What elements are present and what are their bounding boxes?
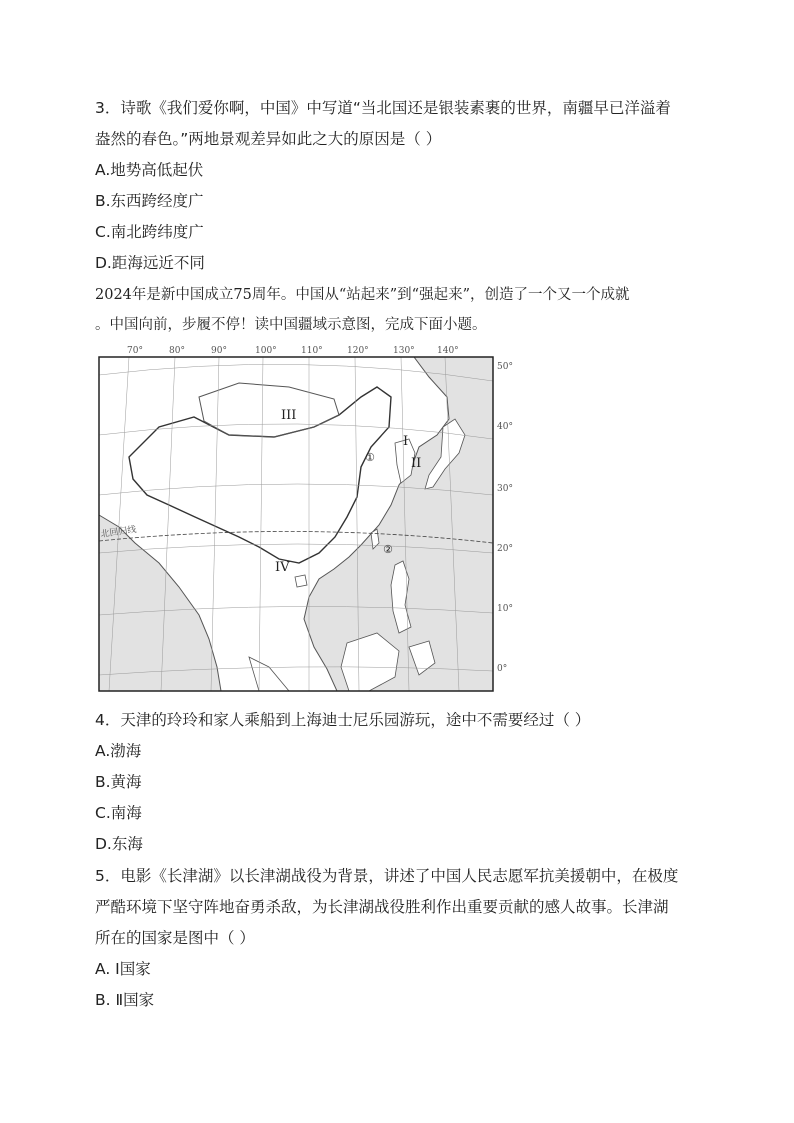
lat-label-50: 50° bbox=[497, 362, 513, 372]
lon-label-90: 90° bbox=[211, 346, 227, 356]
tropic-of-cancer-label: 北回归线 bbox=[100, 525, 138, 540]
region-label-3: III bbox=[281, 408, 297, 423]
lon-label-130: 130° bbox=[393, 346, 415, 356]
lon-label-120: 120° bbox=[347, 346, 369, 356]
q3-option-c: C.南北跨纬度广 bbox=[95, 223, 204, 241]
q4-option-a: A.渤海 bbox=[95, 742, 142, 760]
q3-stem-line-2: 盎然的春色。”两地景观差异如此之大的原因是（ ） bbox=[95, 130, 442, 148]
q5-option-b: B. Ⅱ国家 bbox=[95, 991, 155, 1009]
q5-option-a: A. Ⅰ国家 bbox=[95, 960, 151, 978]
q3-option-b: B.东西跨经度广 bbox=[95, 192, 204, 210]
q4-option-b: B.黄海 bbox=[95, 773, 142, 791]
lat-label-20: 20° bbox=[497, 544, 513, 554]
lat-label-30: 30° bbox=[497, 484, 513, 494]
china-territory-map bbox=[99, 346, 513, 693]
lon-label-110: 110° bbox=[301, 346, 323, 356]
q3-stem-line-1: 3．诗歌《我们爱你啊，中国》中写道“当北国还是银装素裹的世界，南疆早已洋溢着 bbox=[95, 99, 671, 117]
q5-stem-line-1: 5．电影《长津湖》以长津湖战役为背景，讲述了中国人民志愿军抗美援朝中，在极度 bbox=[95, 867, 679, 885]
lon-label-80: 80° bbox=[169, 346, 185, 356]
lat-label-10: 10° bbox=[497, 604, 513, 614]
region-label-4: IV bbox=[275, 560, 290, 575]
q3-option-d: D.距海远近不同 bbox=[95, 254, 205, 272]
hainan-island bbox=[295, 575, 307, 587]
q3-option-a: A.地势高低起伏 bbox=[95, 161, 204, 179]
region-label-1: I bbox=[403, 434, 409, 449]
map-svg bbox=[95, 343, 515, 688]
q4-option-d: D.东海 bbox=[95, 835, 143, 853]
lon-label-140: 140° bbox=[437, 346, 459, 356]
intro-line-2: 。中国向前，步履不停！读中国疆域示意图，完成下面小题。 bbox=[95, 317, 487, 333]
q4-option-c: C.南海 bbox=[95, 804, 142, 822]
region-label-2: II bbox=[411, 456, 422, 471]
lat-label-40: 40° bbox=[497, 422, 513, 432]
marker-2: ② bbox=[383, 543, 393, 556]
intro-line-1: 2024年是新中国成立75周年。中国从“站起来”到“强起来”，创造了一个又一个成就 bbox=[95, 287, 630, 303]
q4-stem-line-1: 4．天津的玲玲和家人乘船到上海迪士尼乐园游玩，途中不需要经过（ ） bbox=[95, 711, 591, 729]
marker-1: ① bbox=[365, 451, 375, 464]
lat-label-0: 0° bbox=[497, 664, 508, 674]
q5-stem-line-2: 严酷环境下坚守阵地奋勇杀敌，为长津湖战役胜利作出重要贡献的感人故事。长津湖 bbox=[95, 898, 669, 916]
lon-label-70: 70° bbox=[127, 346, 143, 356]
q5-stem-line-3: 所在的国家是图中（ ） bbox=[95, 929, 255, 947]
lon-label-100: 100° bbox=[255, 346, 277, 356]
